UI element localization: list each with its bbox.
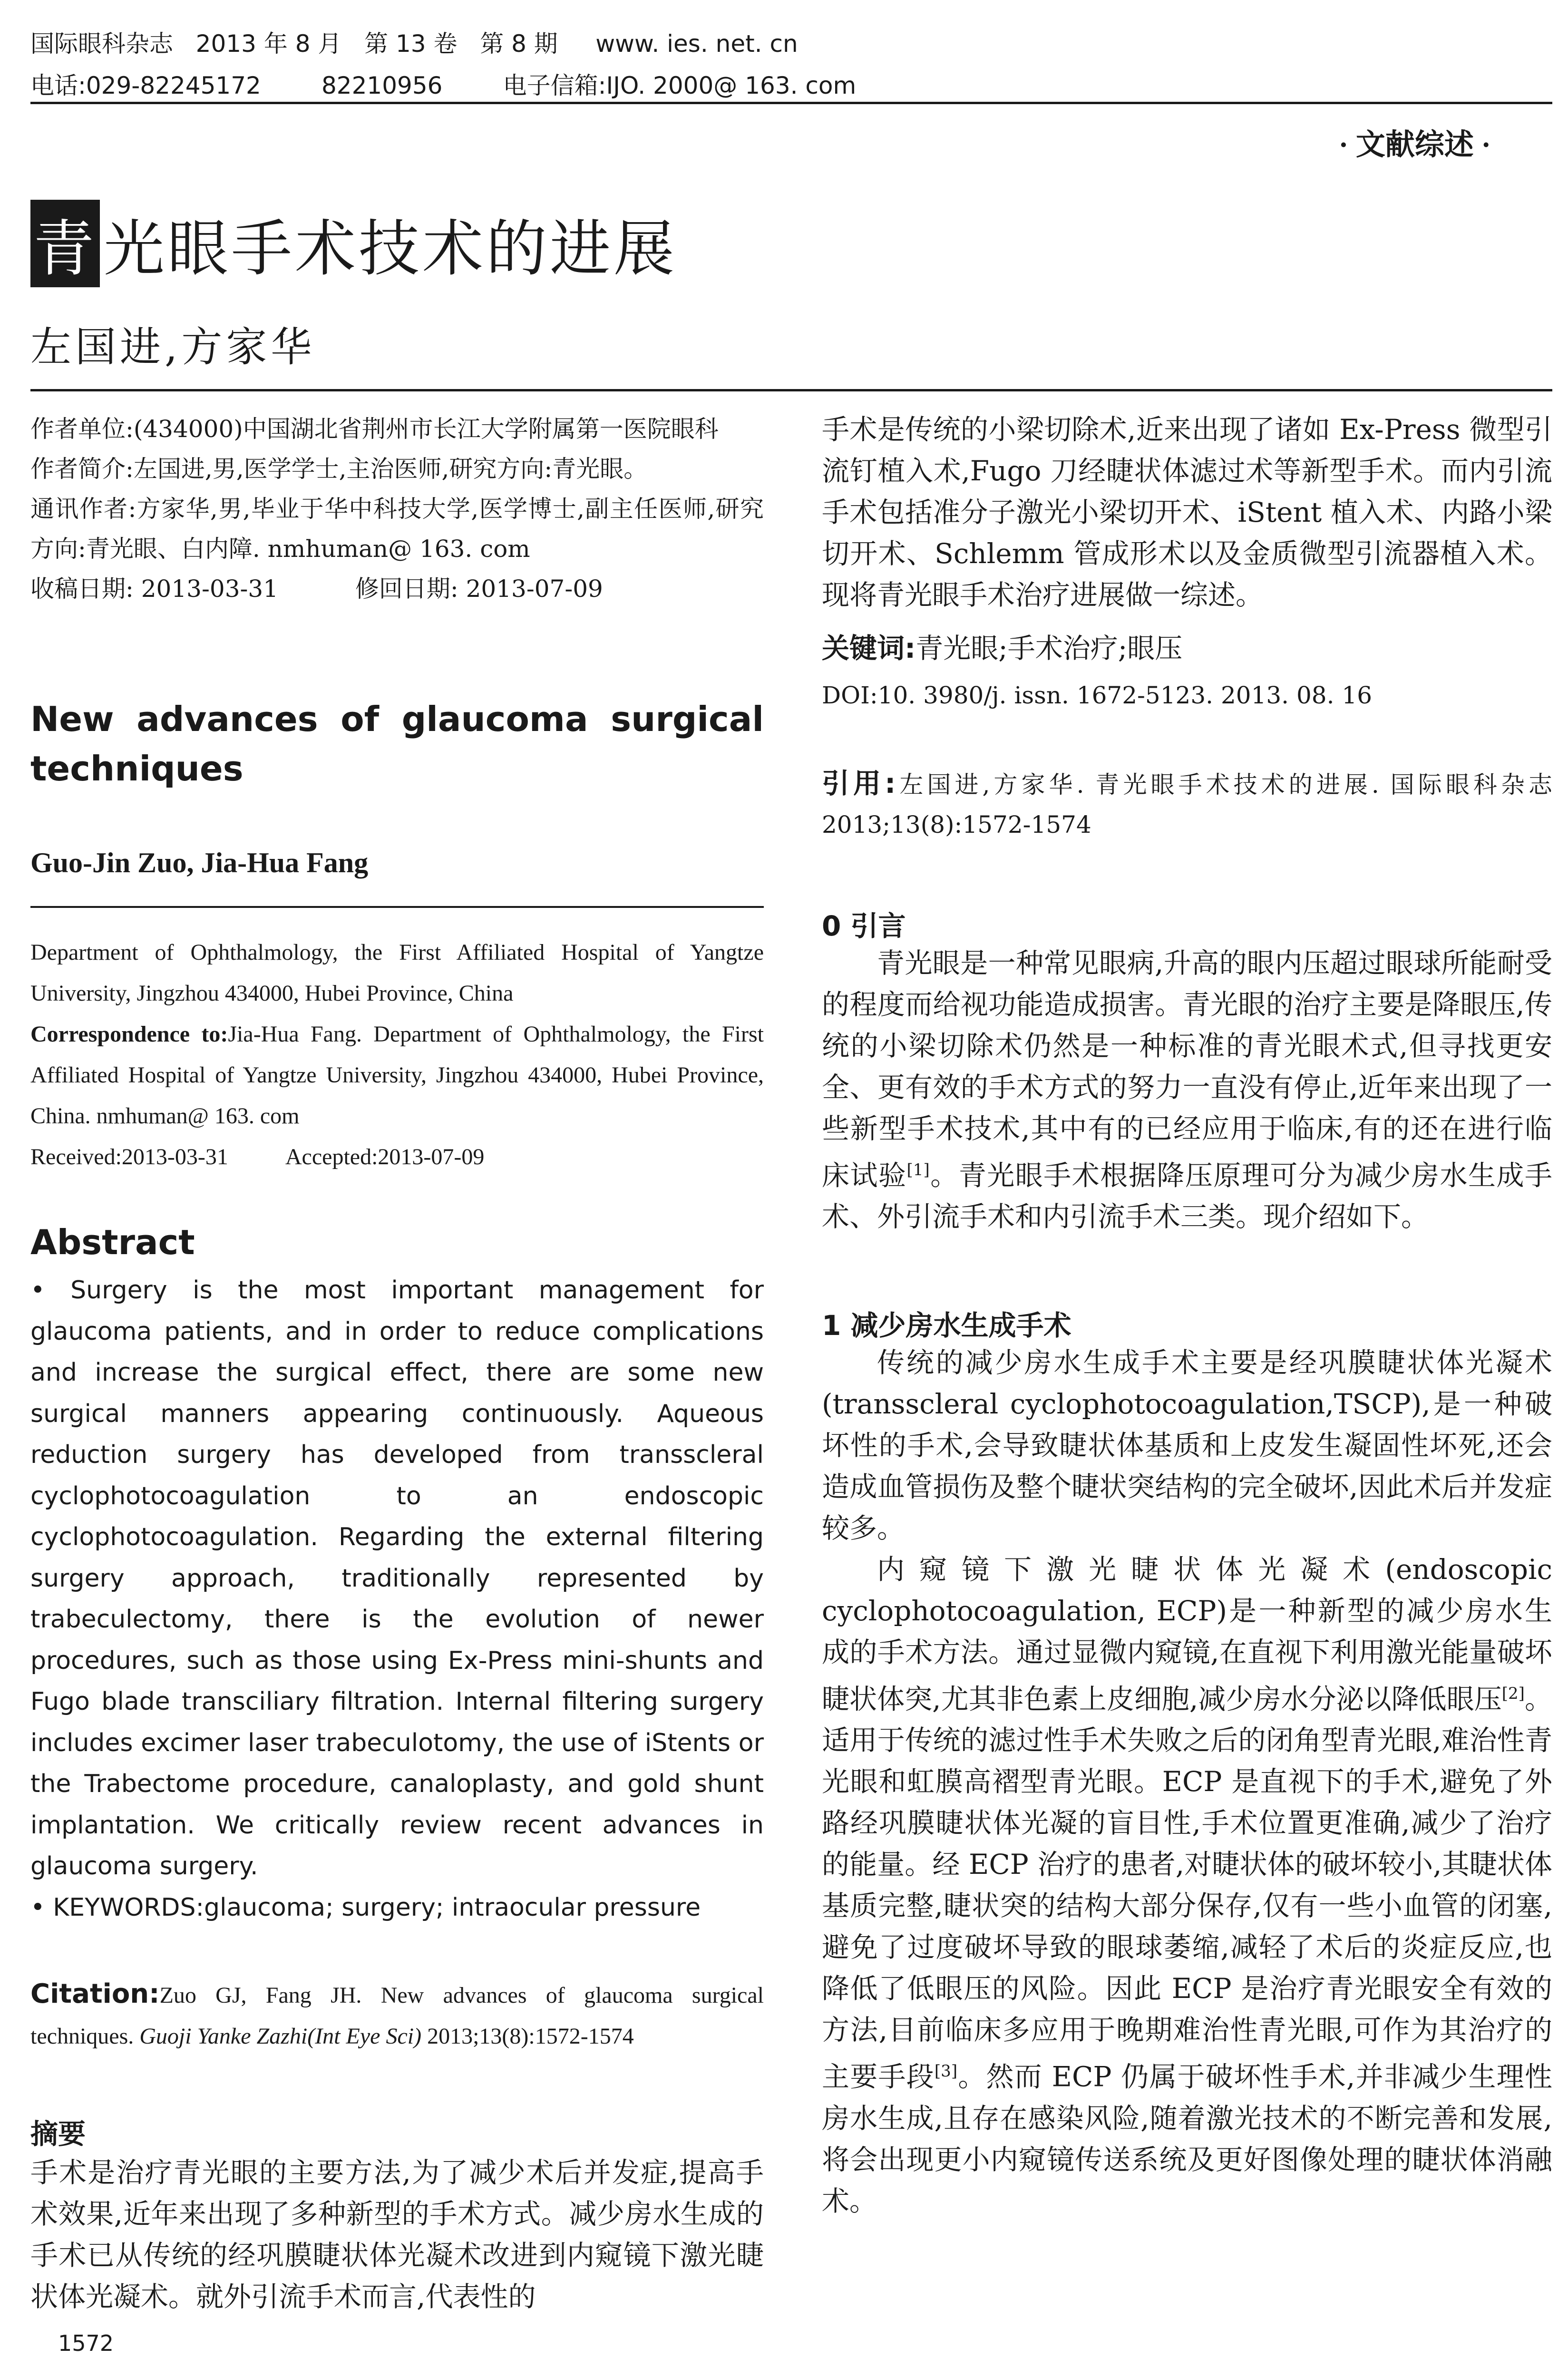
title-rule xyxy=(30,389,1552,391)
journal-header-line2: 电话:029-82245172 82210956 电子信箱:IJO. 2000@ 163. com xyxy=(30,72,857,99)
english-authors: Guo-Jin Zuo, Jia-Hua Fang xyxy=(30,847,369,878)
ref-3: [3] xyxy=(934,2062,958,2081)
author-affiliation-cn: 作者单位:(434000)中国湖北省荆州市长江大学附属第一医院眼科 xyxy=(30,415,719,443)
english-affiliation-block xyxy=(30,932,764,1178)
journal-header-line1: 国际眼科杂志 2013 年 8 月 第 13 卷 第 8 期 www. ies. net. cn xyxy=(30,30,798,58)
zhaiyao-text-left: 手术是治疗青光眼的主要方法,为了减少术后并发症,提高手术效果,近年来出现了多种新型的手术方式。减少房水生成的手术已从传统的经巩膜睫状体光凝术改进到内窥镜下激光睫状体光凝术。就外引流手术而言,代表性的 xyxy=(30,2156,764,2313)
article-title xyxy=(30,200,677,287)
section1-body xyxy=(822,1342,1552,2222)
section1-heading: 1 减少房水生成手术 xyxy=(822,1309,1071,1342)
correspondence-cn: 通讯作者:方家华,男,毕业于华中科技大学,医学博士,副主任医师,研究方向:青光眼、白内障. nmhuman@ 163. com xyxy=(30,495,764,563)
received-date-cn: 收稿日期: 2013-03-31 xyxy=(30,575,279,603)
title-first-char: 青 xyxy=(30,200,100,287)
abstract-heading: Abstract xyxy=(30,1222,195,1262)
page-number: 1572 xyxy=(58,2330,114,2356)
abstract-keywords: • KEYWORDS:glaucoma; surgery; intraocular pressure xyxy=(30,1893,701,1922)
author-info-block xyxy=(30,409,764,609)
revised-date-cn: 修回日期: 2013-07-09 xyxy=(355,575,603,603)
abstract-body xyxy=(30,1270,764,1928)
section1-paragraph1: 传统的减少房水生成手术主要是经巩膜睫状体光凝术(transscleral cyclophotocoagulation,TSCP),是一种破坏性的手术,会导致睫状体基质和上皮发生凝固性坏死,还会造成血管损伤及整个睫状突结构的完全破坏,因此术后并发症较多。 xyxy=(822,1346,1552,1544)
dates-cn xyxy=(30,569,764,609)
section1-paragraph2: 内窥镜下激光睫状体光凝术(endoscopic cyclophotocoagulation, ECP)是一种新型的减少房水生成的手术方法。通过显微内窥镜,在直视下利用激光能量破坏睫状体突,尤其非色素上皮细胞,减少房水分泌以降低眼压[2]。适用于传统的滤过性手术失败之后的闭角型青光眼,难治性青光眼和虹膜高褶型青光眼。ECP 是直视下的手术,避免了外路经巩膜睫状体光凝的盲目性,手术位置更准确,减少了治疗的能量。经 ECP 治疗的患者,对睫状体的破坏较小,其睫状体基质完整,睫状突的结构大部分保存,仅有一些小血管的闭塞,避免了过度破坏导致的眼球萎缩,减轻了术后的炎症反应,也降低了低眼压的风险。因此 ECP 是治疗青光眼安全有效的方法,目前临床多应用于晚期难治性青光眼,可作为其治疗的主要手段[3]。然而 ECP 仍属于破坏性手术,并非减少生理性房水生成,且存在感染风险,随着激光技术的不断完善和发展,将会出现更小内窥镜传送系统及更好图像处理的睫状体消融术。 xyxy=(822,1553,1552,2217)
author-bio-cn: 作者简介:左国进,男,医学学士,主治医师,研究方向:青光眼。 xyxy=(30,455,648,483)
english-dates: Received:2013-03-31 Accepted:2013-07-09 xyxy=(30,1144,485,1169)
title-rest: 光眼手术技术的进展 xyxy=(104,214,678,284)
english-affiliation: Department of Ophthalmology, the First Affiliated Hospital of Yangtze University, Jingzhou 434000, Hubei Province, China xyxy=(30,940,764,1006)
doi: DOI:10. 3980/j. issn. 1672-5123. 2013. 08. 16 xyxy=(822,682,1373,709)
english-citation: Citation:Zuo GJ, Fang JH. New advances of glaucoma surgical techniques. Guoji Yanke Zazhi(Int Eye Sci) 2013;13(8):1572-1574 xyxy=(30,1978,764,2049)
ref-2: [2] xyxy=(1501,1684,1525,1703)
intro-heading: 0 引言 xyxy=(822,910,906,942)
english-authors-rule xyxy=(30,906,764,908)
keywords-cn: 关键词:青光眼;手术治疗;眼压 xyxy=(822,632,1183,664)
authors-cn: 左国进,方家华 xyxy=(30,323,316,371)
zhaiyao-text-right: 手术是传统的小梁切除术,近来出现了诸如 Ex-Press 微型引流钉植入术,Fugo 刀经睫状体滤过术等新型手术。而内引流手术包括准分子激光小梁切开术、iStent 植入术、内路小梁切开术、Schlemm 管成形术以及金质微型引流器植入术。现将青光眼手术治疗进展做一综述。 xyxy=(822,413,1552,611)
citation-cn: 引用:左国进,方家华. 青光眼手术技术的进展. 国际眼科杂志 2013;13(8):1572-1574 xyxy=(822,767,1552,838)
header-rule xyxy=(30,102,1552,104)
abstract-text: • Surgery is the most important management for glaucoma patients, and in order to reduce complications and increase the surgical effect, there are some new surgical manners appearing continuously. Aqueous reduction surgery has developed from transscleral cyclophotocoagulation to an endoscopic cyclophotocoagulation. Regarding the external filtering surgery approach, traditionally represented by trabeculectomy, there is the evolution of newer procedures, such as those using Ex-Press mini-shunts and Fugo blade transciliary filtration. Internal filtering surgery includes excimer laser trabeculotomy, the use of iStents or the Trabectome procedure, canaloplasty, and gold shunt implantation. We critically review recent advances in glaucoma surgery. xyxy=(30,1276,764,1880)
ref-1: [1] xyxy=(906,1160,930,1179)
intro-paragraph: 青光眼是一种常见眼病,升高的眼内压超过眼球所能耐受的程度而给视功能造成损害。青光眼的治疗主要是降眼压,传统的小梁切除术仍然是一种标准的青光眼术式,但寻找更安全、更有效的手术方式的努力一直没有停止,近年来出现了一些新型手术技术,其中有的已经应用于临床,有的还在进行临床试验[1]。青光眼手术根据降压原理可分为减少房水生成手术、外引流手术和内引流手术三类。现介绍如下。 xyxy=(822,947,1552,1233)
section-label: · 文献综述 · xyxy=(1338,129,1491,161)
zhaiyao-heading: 摘要 xyxy=(30,2118,86,2150)
english-title: New advances of glaucoma surgical techniques xyxy=(30,699,764,789)
english-correspondence: Correspondence to:Jia-Hua Fang. Department of Ophthalmology, the First Affiliated Hospital of Yangtze University, Jingzhou 434000, Hubei Province, China. nmhuman@ 163. com xyxy=(30,1022,764,1129)
